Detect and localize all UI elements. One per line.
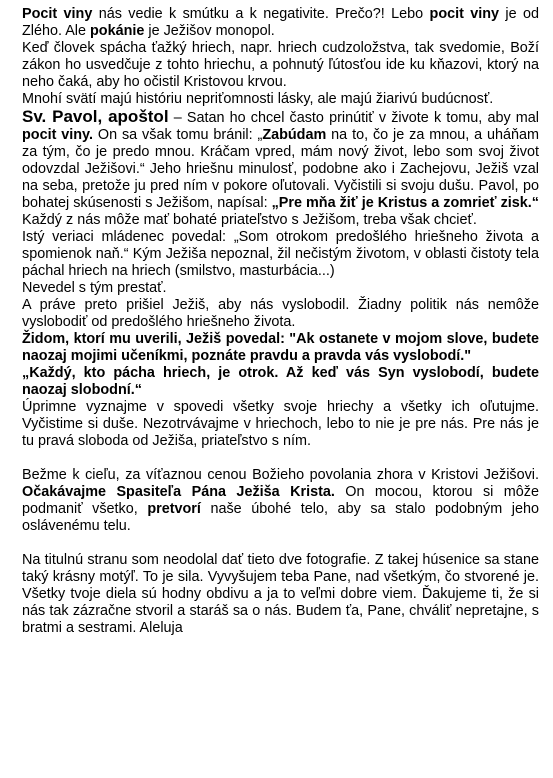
paragraph-guilt — [22, 6, 539, 40]
spacer — [22, 450, 539, 467]
text-run: na to, čo je za mnou, a uháňam za tým, čo je predo mnou. Kráčam vpred, mám nový život, lebo som svoj život odovzdal Ježišovi.“ Jeho hriešnu minulosť, podobne ako i Zachejovu, Ježiš vzal na seba, pretože ju pred ním v pokore oľutovali. Vyčistili si svoju dušu. Pavol, po bohatej skúsenosti s Ježišom, napísal: — [22, 127, 539, 211]
bold-phrase: Očakávajme Spasiteľa Pána Ježiša Krista. — [22, 484, 335, 500]
paragraph-saints: Mnohí svätí majú históriu nepriťomnosti lásky, ale majú žiarivú budúcnosť. — [22, 91, 494, 107]
paragraph-john-quote — [22, 331, 539, 365]
paragraph-run-to-goal — [22, 467, 539, 535]
text-run: On sa však tomu bránil: „ — [93, 127, 263, 143]
paragraph-st-paul — [22, 108, 539, 229]
text-run: nás vedie k smútku a k negativite. Prečo?! Lebo — [92, 6, 430, 22]
text-run: je Ježišov monopol. — [144, 23, 275, 39]
bold-quote: „Pre mňa žiť je Kristus a zomrieť zisk.“ — [271, 195, 539, 211]
paragraph-confession: Keď človek spácha ťažký hriech, napr. hriech cudzoložstva, tak svedomie, Boží zákon ho usvedčuje z tohto hriechu, a pohnutý ľútosťou ide ku kňazovi, ktorý na neho čaká, aby ho očistil Kristovou krvou. — [22, 40, 539, 90]
paragraph-slave-quote — [22, 365, 539, 399]
paragraph-exhortation: Úprimne vyznajme v spovedi všetky svoje hriechy a všetky ich oľutujme. Vyčistime si duše. Nezotrvávajme v hriechoch, lebo to nie je pre nás. Pre nás je tu pravá sloboda od Ježiša, priateľstvo s ním. — [22, 399, 539, 449]
paragraph-liberation: A práve preto prišiel Ježiš, aby nás vyslobodil. Žiadny politik nás nemôže vyslobodiť od predošlého hriešneho života. — [22, 297, 539, 330]
spacer — [22, 535, 539, 552]
bold-quote: Židom, ktorí mu uverili, Ježiš povedal: "Ak ostanete v mojom slove, budete naozaj mojimi učeníkmi, poznáte pravdu a pravda vás vyslobodí." — [22, 331, 539, 364]
paragraph-young-man: Istý veriaci mládenec povedal: „Som otrokom predošlého hriešneho života a spomienok naň.“ Kým Ježiša nepoznal, žil nečistým životom, v oblasti čistoty tela páchal hriech na hriech (smilstvo, masturbácia...) — [22, 229, 539, 279]
bold-phrase: pokánie — [90, 23, 145, 39]
bold-phrase: Zabúdam — [262, 127, 327, 143]
text-run: On mocou, ktorou si môže podmaniť všetko, — [22, 484, 539, 517]
text-run: je od Zlého. Ale — [22, 6, 539, 39]
text-run: – Satan ho chcel často prinútiť v živote k tomu, aby mal — [168, 110, 539, 126]
paragraph-butterfly: Na titulnú stranu som neodolal dať tieto dve fotografie. Z takej húsenice sa stane taký krásny motýľ. To je sila. Vyvyšujem teba Pane, nad všetkým, čo stvorené je. Všetky tvoje diela sú hodny obdivu a ja to veľmi dobre viem. Ďakujeme ti, že si nás tak zázračne stvoril a staráš sa o nás. Budem ťa, Pane, chváliť nepretajne, s bratmi a sestrami. Aleluja — [22, 552, 539, 636]
bold-phrase: Pocit viny — [22, 6, 93, 22]
section-heading: Sv. Pavol, apoštol — [22, 107, 169, 126]
bold-phrase: pocit viny. — [22, 127, 93, 143]
paragraph-could-not-stop: Nevedel s tým prestať. — [22, 280, 167, 296]
bold-phrase: pocit viny — [429, 6, 500, 22]
bold-phrase: pretvorí — [147, 501, 201, 517]
bold-quote: „Každý, kto pácha hriech, je otrok. Až keď vás Syn vyslobodí, budete naozaj slobodní.“ — [22, 365, 539, 398]
text-run: naše úbohé telo, aby sa stalo podobným jeho oslávenému telu. — [22, 501, 539, 534]
text-run: Každý z nás môže mať bohaté priateľstvo s Ježišom, treba však chcieť. — [22, 212, 477, 228]
text-run: Bežme k cieľu, za víťaznou cenou Božieho povolania zhora v Kristovi Ježišovi. — [22, 467, 539, 483]
